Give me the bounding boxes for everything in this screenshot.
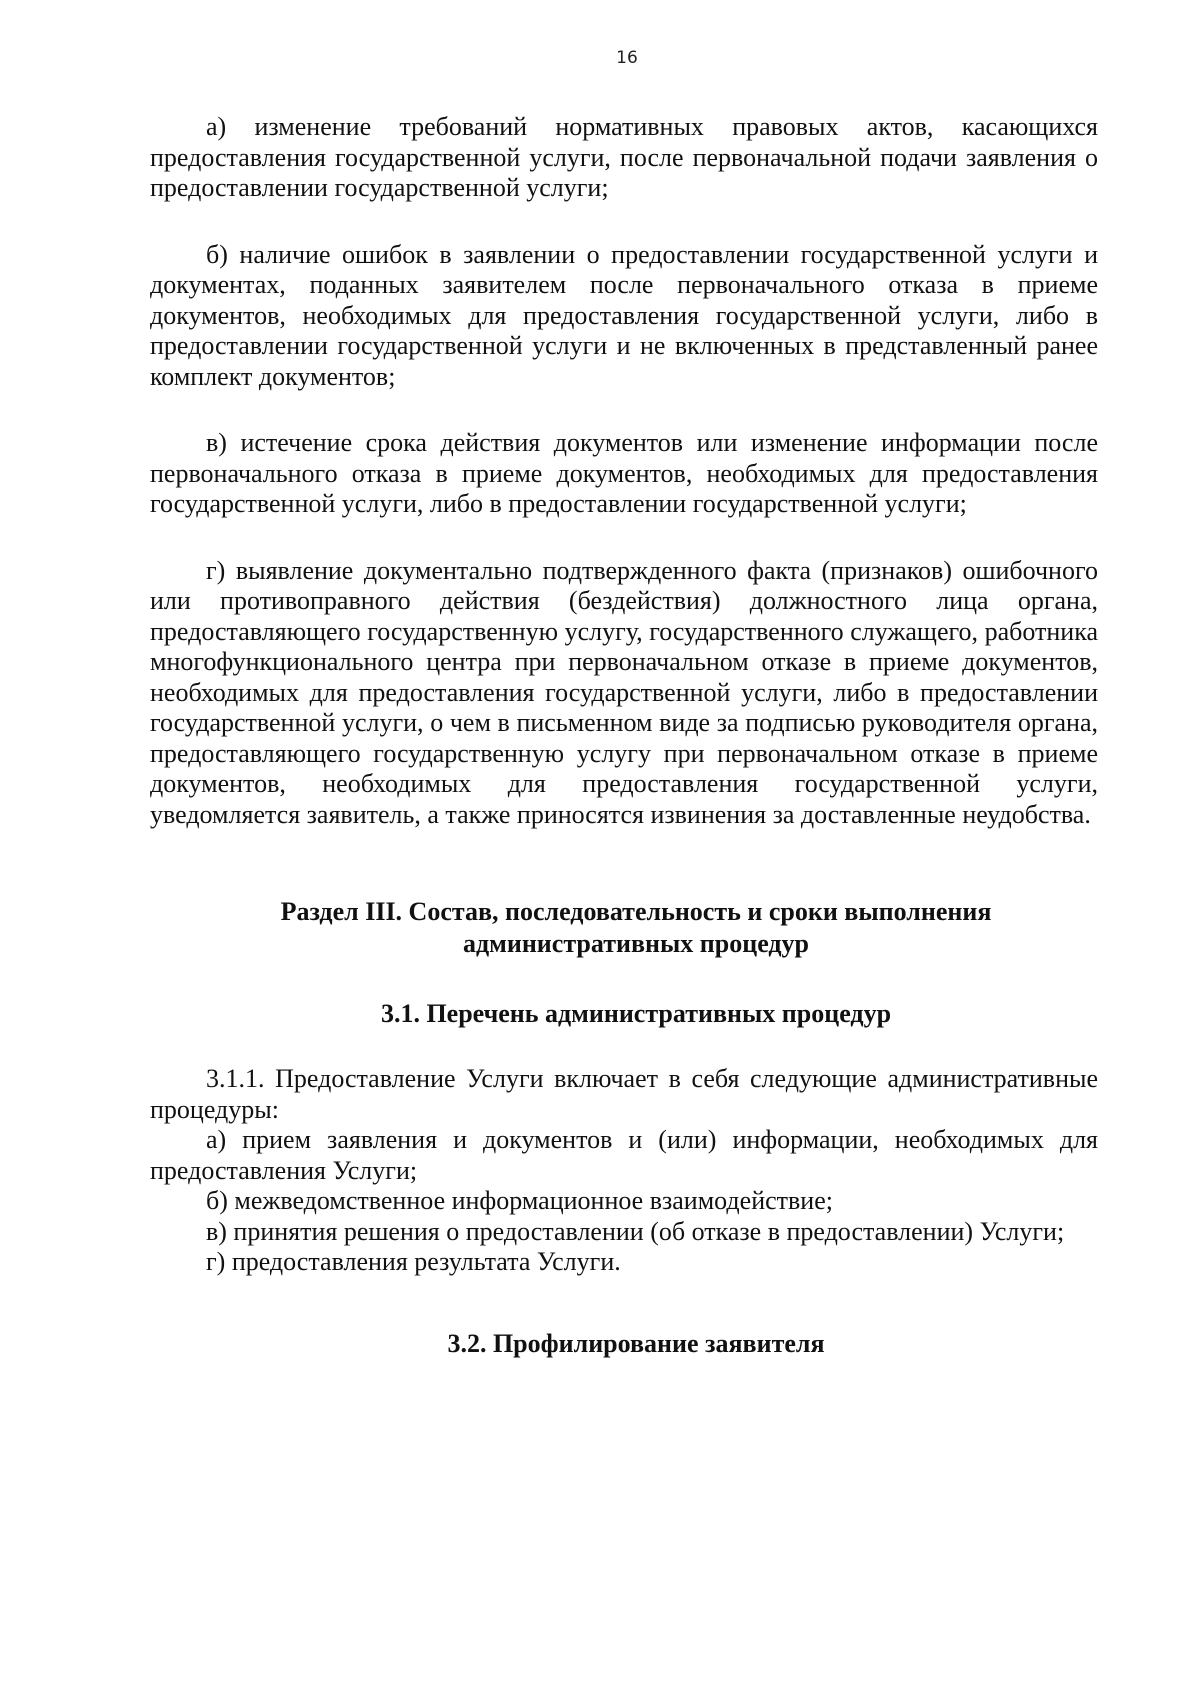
subheading-3-1: 3.1. Перечень административных процедур — [380, 999, 892, 1028]
page-number: 16 — [616, 48, 638, 68]
paragraph-b: б) наличие ошибок в заявлении о предоставлении государственной услуги и документах, поданных заявителем после первоначального отказа в приеме документов, необходимых для предоставления государственной услуги, либо в предоставлении государственной услуги и не включенных в представленный ранее комплект документов; — [150, 239, 1098, 391]
list-item-a: а) прием заявления и документов и (или) информации, необходимых для предоставления Услуги; — [150, 1125, 1098, 1185]
section-heading-line-1: Раздел III. Состав, последовательность и сроки выполнения — [280, 897, 992, 926]
paragraph-a: а) изменение требований нормативных правовых актов, касающихся предоставления государственной услуги, после первоначальной подачи заявления о предоставлении государственной услуги; — [150, 112, 1098, 202]
section-heading-line-2: административных процедур — [462, 929, 810, 958]
document-body — [150, 112, 1098, 1360]
list-item-v: в) принятия решения о предоставлении (об отказе в предоставлении) Услуги; — [206, 1216, 1065, 1246]
subheading-3-2: 3.2. Профилирование заявителя — [447, 1328, 825, 1358]
paragraph-v: в) истечение срока действия документов или изменение информации после первоначального отказа в приеме документов, необходимых для предоставления государственной услуги, либо в предоставлении государственной услуги; — [150, 428, 1098, 518]
list-item-b: б) межведомственное информационное взаимодействие; — [206, 1186, 833, 1215]
list-item-g: г) предоставления результата Услуги. — [206, 1247, 621, 1276]
section-heading — [150, 896, 1098, 960]
paragraph-3-1-1: 3.1.1. Предоставление Услуги включает в себя следующие административные процедуры: — [150, 1064, 1098, 1124]
paragraph-g: г) выявление документально подтвержденного факта (признаков) ошибочного или противоправного действия (бездействия) должностного лица органа, предоставляющего государственную услугу, государственного служащего, работника многофункционального центра при первоначальном отказе в приеме документов, необходимых для предоставления государственной услуги, либо в предоставлении государственной услуги, о чем в письменном виде за подписью руководителя органа, предоставляющего государственную услугу при первоначальном отказе в приеме документов, необходимых для предоставления государственной услуги, уведомляется заявитель, а также приносятся извинения за доставленные неудобства. — [150, 555, 1098, 829]
